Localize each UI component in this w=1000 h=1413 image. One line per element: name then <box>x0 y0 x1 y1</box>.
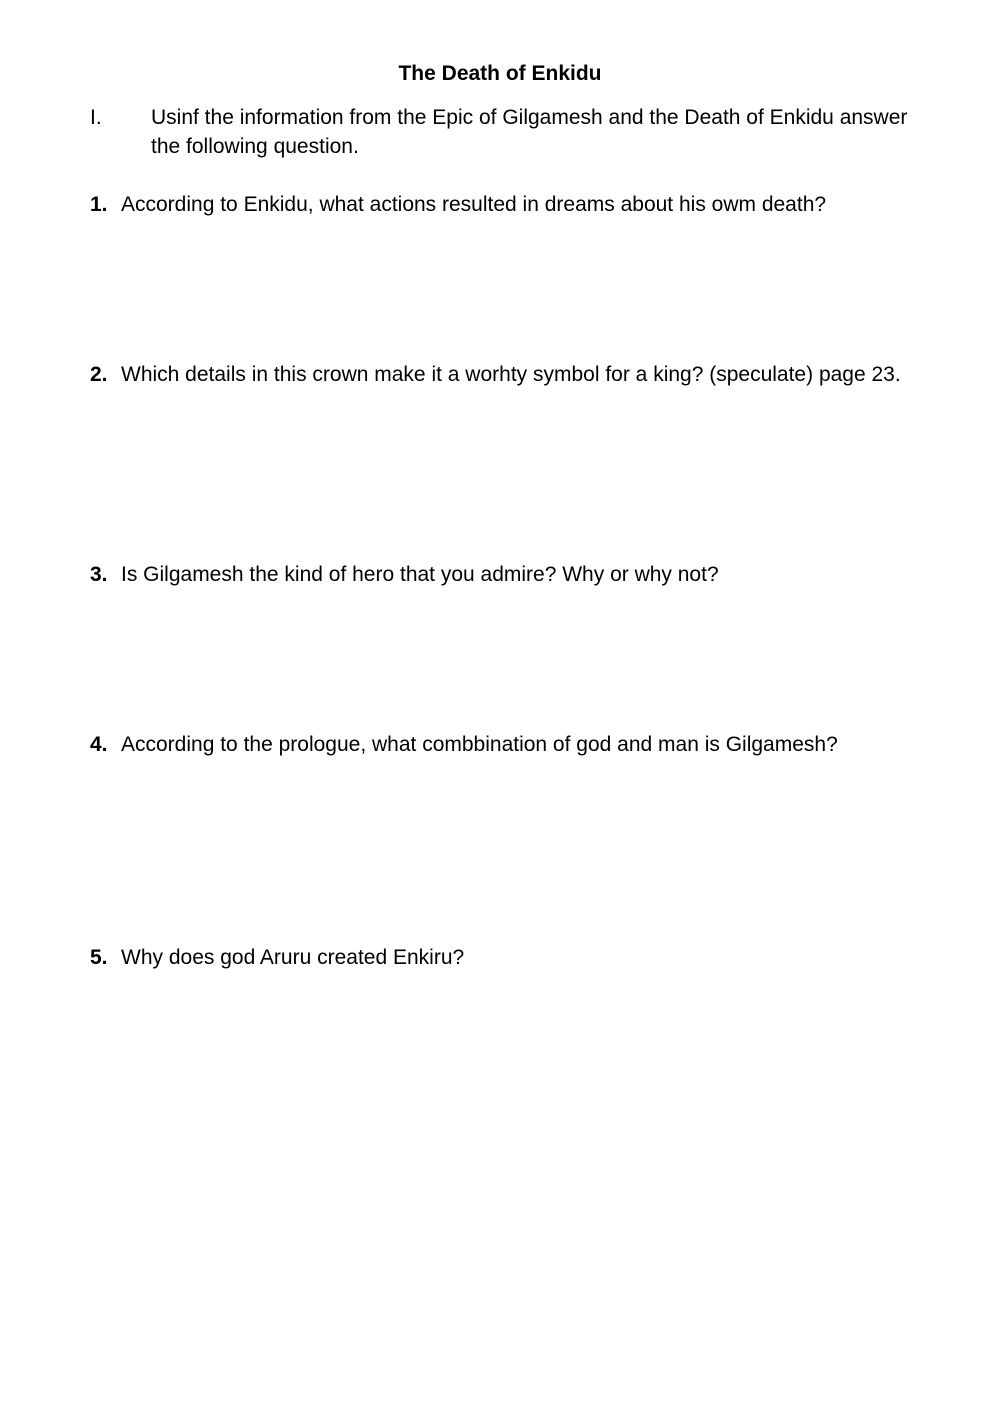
question-number: 2. <box>90 363 108 386</box>
question-number: 1. <box>90 193 108 216</box>
question-text: Which details in this crown make it a worhty symbol for a king? (speculate) page 23. <box>121 363 901 386</box>
section-numeral: I. <box>90 106 102 129</box>
question-text: Why does god Aruru created Enkiru? <box>121 946 465 969</box>
question-text: According to Enkidu, what actions resulted in dreams about his owm death? <box>121 193 827 216</box>
question-text: Is Gilgamesh the kind of hero that you admire? Why or why not? <box>121 563 719 586</box>
page-title: The Death of Enkidu <box>398 62 602 85</box>
question-text: According to the prologue, what combbination of god and man is Gilgamesh? <box>121 733 838 756</box>
question-number: 4. <box>90 733 108 756</box>
question-number: 3. <box>90 563 108 586</box>
question-number: 5. <box>90 946 108 969</box>
instructions-text: Usinf the information from the Epic of Gilgamesh and the Death of Enkidu answer the following question. <box>151 106 908 158</box>
